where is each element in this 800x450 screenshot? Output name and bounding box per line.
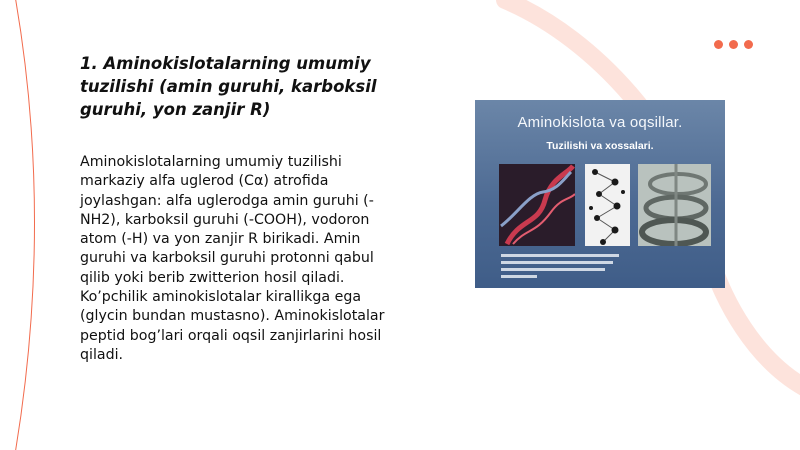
dna-helix-picture (499, 164, 575, 246)
dot-icon (744, 40, 753, 49)
spiral-staircase-icon (638, 164, 711, 246)
slide-image (475, 100, 725, 288)
spiral-staircase-picture (638, 164, 711, 246)
molecule-model-icon (585, 164, 630, 246)
image-title: Aminokislota va oqsillar. (517, 114, 683, 131)
slide-title: 1. Aminokislotalarning umumiy tuzilishi (amin guruhi, karboksil guruhi, yon zanjir R) (80, 54, 377, 119)
caption-text-line (501, 254, 619, 257)
dot-icon (729, 40, 738, 49)
accent-dots (714, 40, 753, 49)
dot-icon (714, 40, 723, 49)
left-edge-curve (14, 0, 35, 450)
dna-helix-icon (499, 164, 575, 246)
image-subtitle: Tuzilishi va xossalari. (546, 140, 654, 152)
caption-text-line (501, 268, 605, 271)
caption-text-line (501, 275, 537, 278)
slide-body-text: Aminokislotalarning umumiy tuzilishi markaziy alfa uglerod (Cα) atrofida joylashgan: alfa uglerodga amin guruhi (-NH2), karboksil guruhi (-COOH), vodoron atom (-H) va yon zanjir R birikadi. Amin guruhi va karboksil guruhi protonni qabul qilib yoki berib zwitterion hosil qiladi. Ko’pchilik aminokislotalar kirallikga ega (glycin bundan mustasno). Aminokislotalar peptid bog’lari orqali oqsil zanjirlarini hosil qiladi. (80, 154, 385, 363)
molecule-model-picture (585, 164, 630, 246)
caption-text-line (501, 261, 613, 264)
